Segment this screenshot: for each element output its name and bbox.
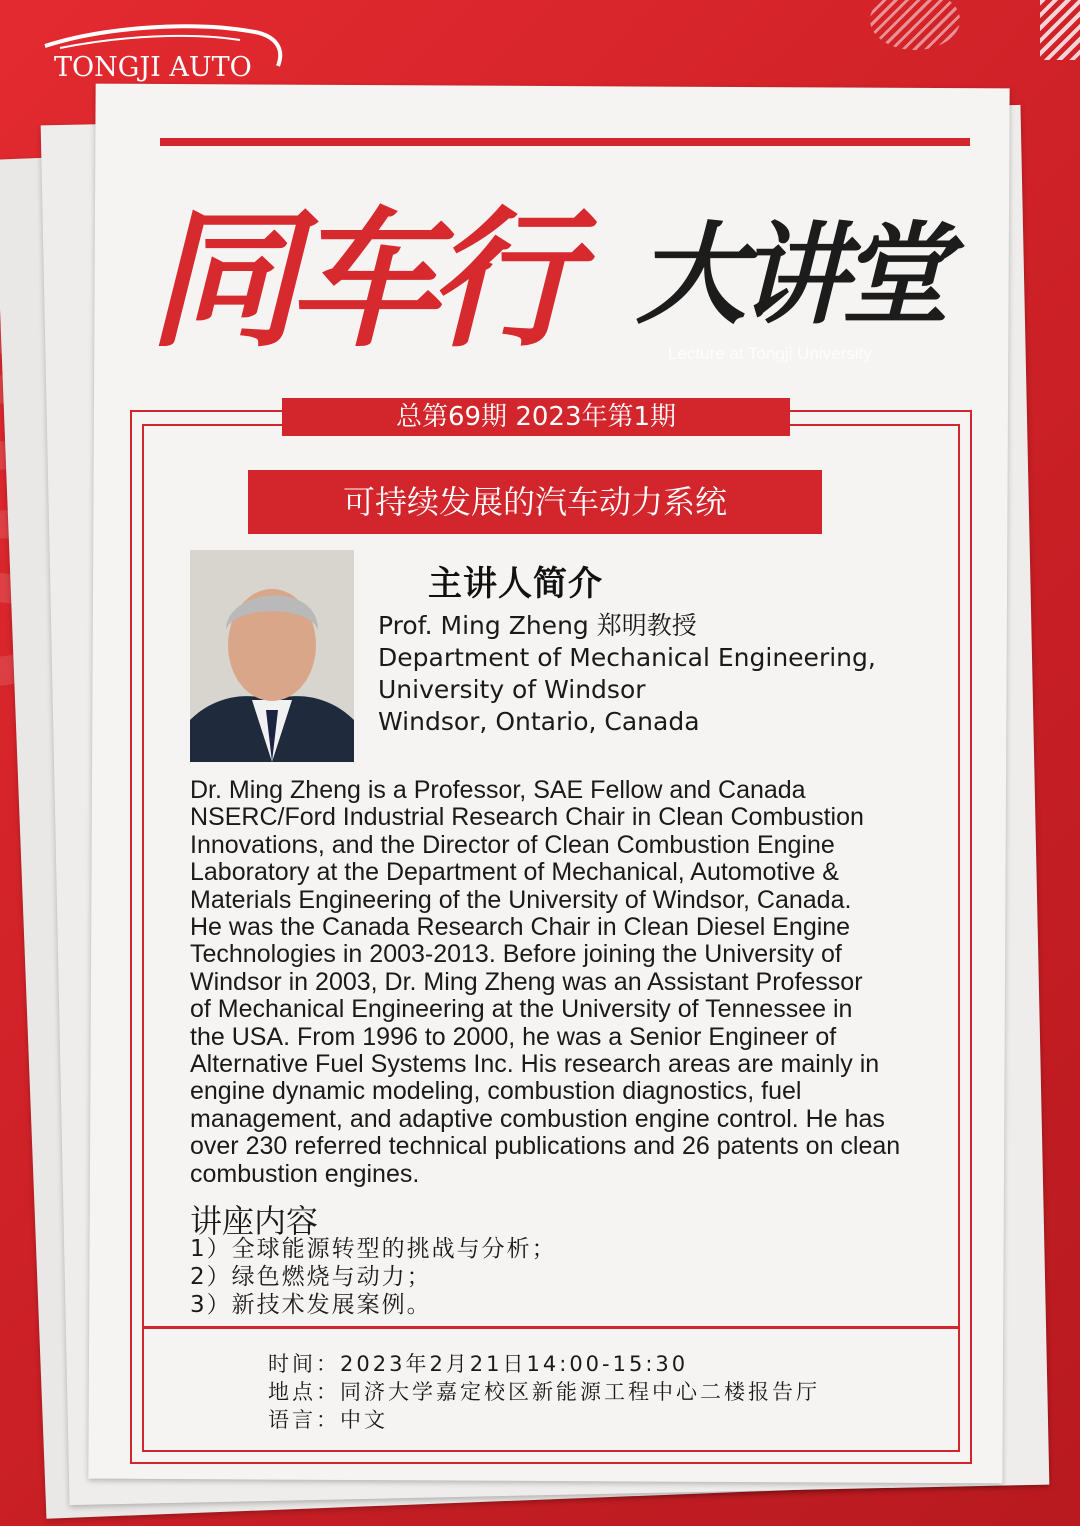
speaker-department: Department of Mechanical Engineering, — [378, 643, 876, 672]
bio-line: management, and adaptive combustion engine control. He has — [190, 1104, 885, 1133]
speaker-info — [378, 610, 876, 738]
bio-line: Dr. Ming Zheng is a Professor, SAE Fellow and Canada — [190, 776, 806, 804]
frame-divider — [142, 1326, 958, 1329]
bio-line: over 230 referred technical publications and 26 patents on clean — [190, 1132, 901, 1161]
top-rule — [160, 138, 970, 146]
topic-band: 可持续发展的汽车动力系统 — [248, 470, 822, 534]
speaker-heading: 主讲人简介 — [428, 564, 603, 604]
bio-line: Laboratory at the Department of Mechanical, Automotive & — [190, 858, 839, 887]
speaker-university: University of Windsor — [378, 675, 646, 704]
bio-line: combustion engines. — [190, 1159, 420, 1188]
bio-line: of Mechanical Engineering at the University of Tennessee in — [190, 995, 853, 1024]
event-time: 时间：2023年2月21日14:00-15:30 — [268, 1352, 689, 1376]
speaker-bio — [190, 777, 942, 1188]
speaker-photo — [190, 550, 354, 762]
list-item: 2）绿色燃烧与动力； — [190, 1264, 432, 1290]
event-language: 语言：中文 — [268, 1408, 388, 1432]
bio-line: Windsor in 2003, Dr. Ming Zheng was an Assistant Professor — [190, 967, 863, 996]
list-item: 1）全球能源转型的挑战与分析； — [190, 1236, 557, 1262]
bio-line: Materials Engineering of the University of Windsor, Canada. — [190, 885, 852, 914]
bio-line: Alternative Fuel Systems Inc. His research areas are mainly in — [190, 1050, 880, 1079]
bio-line: engine dynamic modeling, combustion diagnostics, fuel — [190, 1077, 802, 1106]
bio-line: the USA. From 1996 to 2000, he was a Senior Engineer of — [190, 1022, 837, 1051]
issue-band: 总第69期 2023年第1期 — [282, 398, 790, 436]
bio-line: NSERC/Ford Industrial Research Chair in Clean Combustion — [190, 803, 864, 832]
lecture-content-list — [190, 1235, 557, 1319]
title-chinese-red: 同车行 — [148, 192, 569, 368]
logo-text: TONGJI AUTO — [54, 52, 252, 83]
bio-line: Technologies in 2003-2013. Before joining the University of — [190, 940, 842, 969]
event-details — [268, 1350, 820, 1434]
bio-line: Innovations, and the Director of Clean Combustion Engine — [190, 830, 835, 859]
event-location: 地点：同济大学嘉定校区新能源工程中心二楼报告厅 — [268, 1380, 820, 1404]
lecture-content-heading: 讲座内容 — [190, 1202, 319, 1240]
title-english: Lecture at Tongji University — [668, 344, 872, 363]
title-chinese-black: 大讲堂 — [636, 210, 942, 339]
bio-line: He was the Canada Research Chair in Clean Diesel Engine — [190, 913, 851, 942]
decor-stripes — [1040, 0, 1080, 60]
speaker-location: Windsor, Ontario, Canada — [378, 707, 700, 736]
list-item: 3）新技术发展案例。 — [190, 1292, 432, 1318]
speaker-name: Prof. Ming Zheng 郑明教授 — [378, 611, 697, 640]
